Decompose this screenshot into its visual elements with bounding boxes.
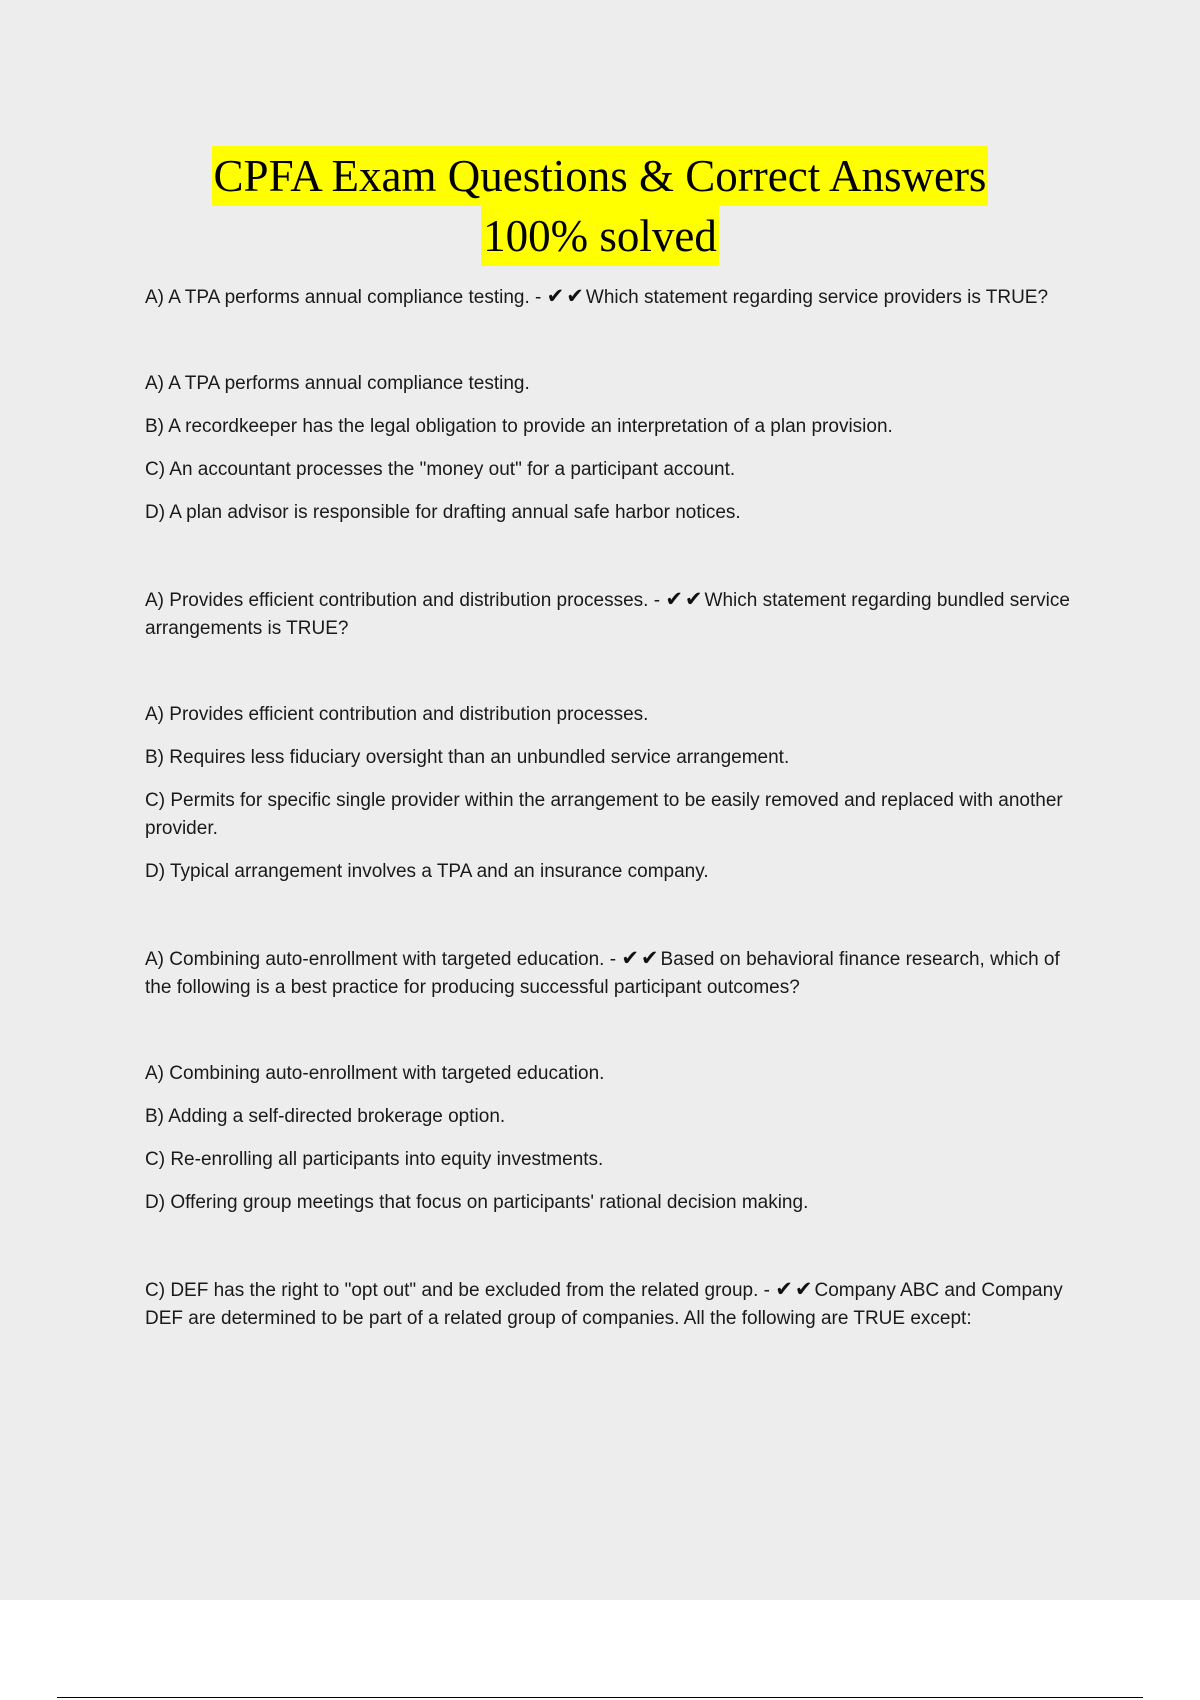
qa-header — [145, 1275, 1080, 1333]
document-title — [0, 146, 1200, 266]
option-list — [145, 701, 1080, 886]
option-b: B) Adding a self-directed brokerage option. — [145, 1106, 506, 1127]
qa-header — [145, 944, 1080, 1002]
check-mark-icon: ✔ — [546, 284, 565, 308]
qa-item-4 — [145, 1275, 1080, 1333]
option-a: A) Provides efficient contribution and distribution processes. — [145, 704, 649, 725]
qa-item-3 — [145, 944, 1080, 1217]
correct-answer: A) Combining auto-enrollment with targeted education. - — [145, 949, 617, 970]
correct-answer: A) A TPA performs annual compliance testing. - — [145, 287, 542, 308]
option-d: D) Offering group meetings that focus on participants' rational decision making. — [145, 1192, 809, 1213]
correct-answer: C) DEF has the right to "opt out" and be excluded from the related group. - — [145, 1280, 770, 1301]
option-a: A) Combining auto-enrollment with targeted education. — [145, 1063, 605, 1084]
qa-item-2 — [145, 585, 1080, 886]
option-d: D) Typical arrangement involves a TPA and an insurance company. — [145, 861, 709, 882]
qa-item-1 — [145, 282, 1080, 527]
footer-divider — [57, 1697, 1143, 1698]
option-b: B) Requires less fiduciary oversight than an unbundled service arrangement. — [145, 747, 790, 768]
option-c: C) Re-enrolling all participants into equity investments. — [145, 1149, 604, 1170]
check-mark-icon: ✔ — [566, 284, 584, 308]
option-a: A) A TPA performs annual compliance testing. — [145, 373, 530, 394]
qa-header — [145, 282, 1080, 312]
option-c: C) An accountant processes the "money out" for a participant account. — [145, 459, 736, 480]
check-mark-icon: ✔ — [640, 946, 659, 970]
option-c: C) Permits for specific single provider within the arrangement to be easily removed and replaced with another provider. — [145, 790, 1063, 839]
check-mark-icon: ✔ — [665, 587, 683, 611]
check-mark-icon: ✔ — [684, 587, 703, 611]
check-mark-icon: ✔ — [794, 1277, 813, 1301]
option-list — [145, 1060, 1080, 1217]
title-line-2: 100% solved — [481, 206, 719, 266]
option-d: D) A plan advisor is responsible for drafting annual safe harbor notices. — [145, 502, 741, 523]
qa-header — [145, 585, 1080, 643]
check-mark-icon: ✔ — [775, 1277, 793, 1301]
question-prompt: Which statement regarding service providers is TRUE? — [585, 287, 1049, 308]
check-mark-icon: ✔ — [621, 946, 639, 970]
title-line-1: CPFA Exam Questions & Correct Answers — [212, 146, 989, 206]
question-prompt: Company ABC and Company DEF are determined to be part of a related group of companies. All the following are TRUE except: — [145, 1280, 1063, 1329]
question-prompt: Based on behavioral finance research, which of the following is a best practice for producing successful participant outcomes? — [145, 949, 1060, 998]
question-prompt: Which statement regarding bundled service arrangements is TRUE? — [145, 590, 1070, 639]
correct-answer: A) Provides efficient contribution and distribution processes. - — [145, 590, 661, 611]
option-list — [145, 370, 1080, 527]
qa-content — [145, 282, 1080, 1333]
option-b: B) A recordkeeper has the legal obligation to provide an interpretation of a plan provision. — [145, 416, 893, 437]
